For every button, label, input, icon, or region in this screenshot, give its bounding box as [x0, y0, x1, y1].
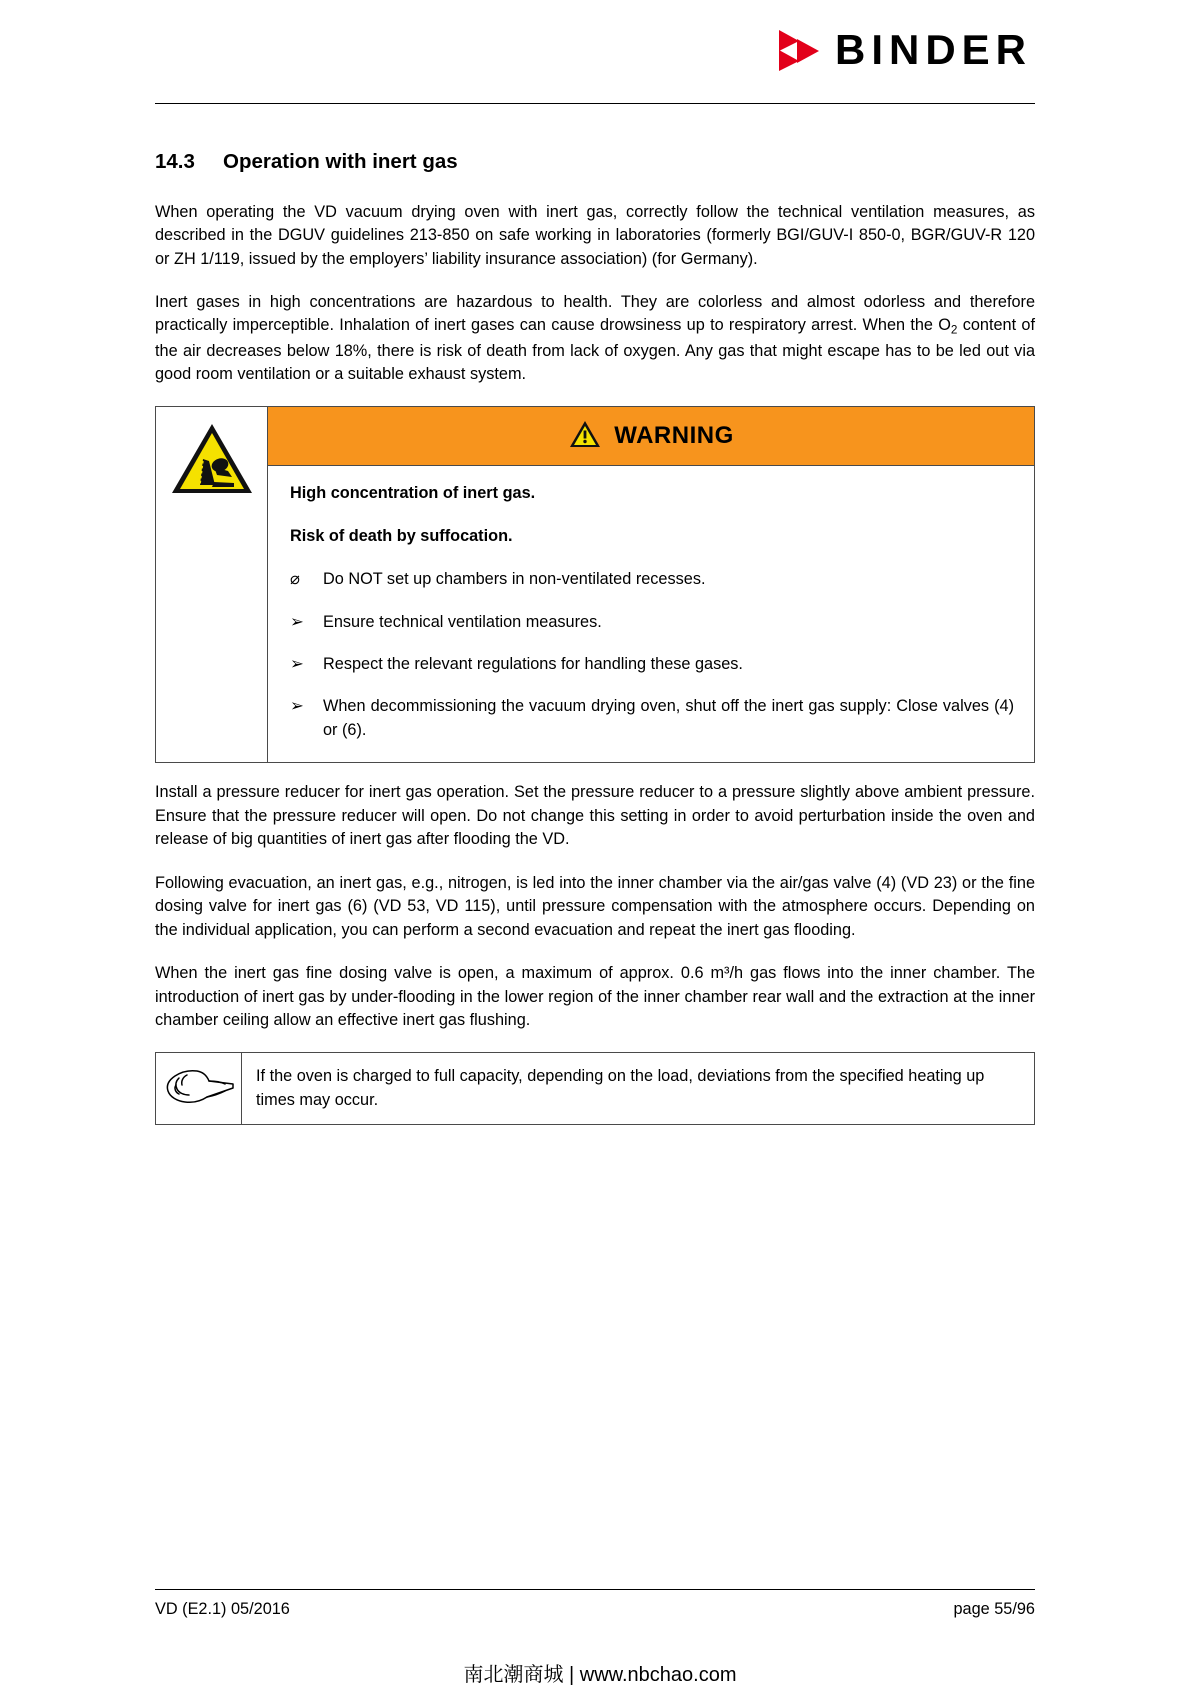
warning-lead-2: Risk of death by suffocation. — [290, 527, 513, 546]
footer-page-number: page 55/96 — [953, 1600, 1035, 1618]
warning-body — [268, 466, 1034, 762]
page-footer — [155, 1589, 1035, 1619]
prohibition-bullet-icon: ⌀ — [290, 570, 300, 589]
paragraph-inert-gas-hazard — [155, 291, 1035, 387]
footer-row — [155, 1600, 1035, 1619]
oxygen-subscript: 2 — [950, 323, 958, 337]
list-item — [290, 611, 1014, 634]
section-title-text: Operation with inert gas — [223, 150, 458, 173]
warning-box — [155, 406, 1035, 763]
paragraph-part-a: Inert gases in high concentrations are hazardous to health. They are colorless and almost odorless and therefore practically imperceptible. Inhalation of inert gases can cause drowsiness up to respiratory arrest. When the O — [155, 292, 1035, 335]
list-item — [290, 568, 1014, 591]
warning-lead-1: High concentration of inert gas. — [290, 484, 536, 503]
arrow-bullet-icon: ➢ — [290, 612, 304, 631]
paragraph-pressure-reducer: Install a pressure reducer for inert gas operation. Set the pressure reducer to a pressure slightly above ambient pressure. Ensure that the pressure reducer will open. Do not change this setting in order to avoid perturbation inside the oven and release of big quantities of inert gas after flooding the VD. — [155, 783, 1035, 849]
warning-banner-label: WARNING — [614, 422, 734, 450]
binder-logo — [777, 28, 1032, 72]
warning-pictogram-cell — [156, 407, 268, 762]
note-icon-cell — [156, 1053, 242, 1124]
watermark: 南北潮商城 | www.nbchao.com — [463, 1664, 737, 1686]
note-box — [155, 1052, 1035, 1125]
list-item — [290, 653, 1014, 676]
warning-instruction-list — [290, 568, 1014, 742]
brand-name: BINDER — [834, 26, 1032, 73]
warning-right-column — [268, 407, 1034, 762]
page-title — [155, 150, 1035, 175]
list-item-text: Ensure technical ventilation measures. — [323, 612, 602, 631]
section-number: 14.3 — [155, 150, 195, 173]
binder-triangles-logo-icon — [777, 28, 821, 72]
paragraph-part-b: content of the air decreases below 18%, there is risk of death from lack of oxygen. Any gas that might escape has to be led out via good room ventilation or a suitable exhaust system. — [155, 316, 1035, 384]
footer-document-id: VD (E2.1) 05/2016 — [155, 1600, 290, 1618]
list-item-text: Do NOT set up chambers in non-ventilated recesses. — [323, 570, 706, 589]
header-divider — [155, 103, 1035, 104]
paragraph-fine-dosing-valve: When the inert gas fine dosing valve is open, a maximum of approx. 0.6 m³/h gas flows into the inner chamber. The introduction of inert gas by under-flooding in the lower region of the inner chamber rear wall and the extraction at the inner chamber ceiling allow an effective inert gas flushing. — [155, 964, 1035, 1029]
page-content — [155, 150, 1035, 1125]
list-item-text: When decommissioning the vacuum drying oven, shut off the inert gas supply: Close valves (4) or (6). — [323, 697, 1014, 739]
pointing-hand-icon — [163, 1063, 235, 1114]
list-item — [290, 695, 1014, 742]
warning-banner — [268, 407, 1034, 466]
arrow-bullet-icon: ➢ — [290, 655, 304, 674]
paragraph-evacuation: Following evacuation, an inert gas, e.g., nitrogen, is led into the inner chamber via the air/gas valve (4) (VD 23) or the fine dosing valve for inert gas (6) (VD 53, VD 115), until pressure compensation with the atmosphere occurs. Depending on the individual application, you can perform a second evacuation and repeat the inert gas flooding. — [155, 873, 1035, 939]
page-header — [0, 0, 1200, 105]
paragraph-intro: When operating the VD vacuum drying oven with inert gas, correctly follow the technical ventilation measures, as described in the DGUV guidelines 213-850 on safe working in laboratories (formerly BGI/GUV-I 850-0, BGR/GUV-R 120 or ZH 1/119, issued by the employers’ liability insurance association) (for Germany). — [155, 202, 1035, 268]
footer-divider — [155, 1589, 1035, 1590]
list-item-text: Respect the relevant regulations for handling these gases. — [323, 655, 743, 674]
arrow-bullet-icon: ➢ — [290, 697, 304, 716]
suffocation-hazard-pictogram-icon — [170, 421, 254, 502]
warning-triangle-icon — [568, 419, 602, 454]
note-text: If the oven is charged to full capacity, depending on the load, deviations from the specified heating up times may occur. — [256, 1067, 985, 1109]
